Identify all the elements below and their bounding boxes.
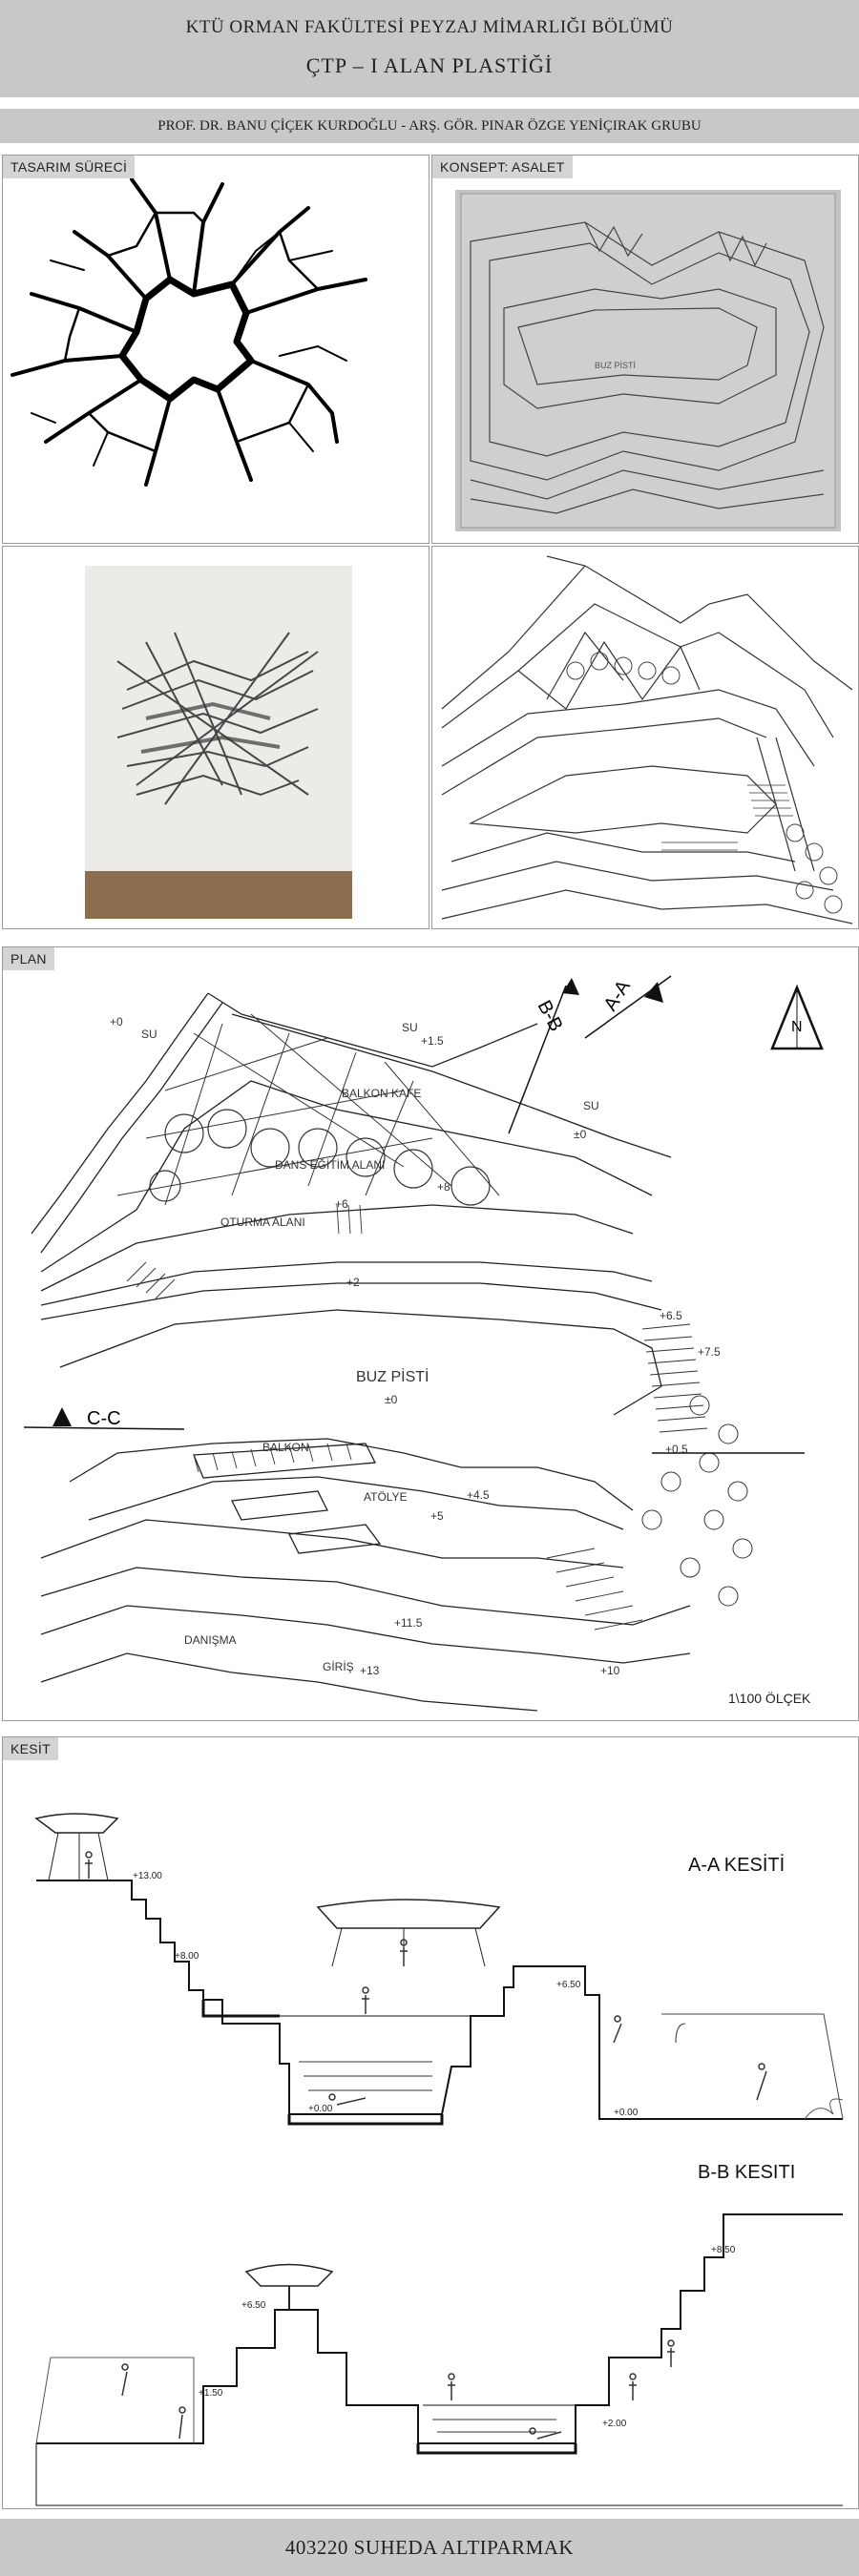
- instructors-bar: [0, 109, 859, 143]
- plan-panel: [2, 946, 859, 1721]
- cracked-glass-drawing: [3, 156, 429, 543]
- aa-level-0b: +0.00: [614, 2108, 639, 2118]
- section-marker-aa-icon: [644, 982, 663, 1003]
- bb-level-85: +8.50: [711, 2245, 736, 2255]
- site-plan: [3, 947, 858, 1720]
- aa-title: A-A KESİTİ: [688, 1855, 786, 1876]
- plan-oturma: OTURMA ALANI: [220, 1215, 305, 1229]
- plan-level-75: +7.5: [698, 1345, 721, 1359]
- concept-line-plan: [432, 547, 858, 928]
- concept-panel: [431, 155, 859, 544]
- plan-level-65: +6.5: [660, 1309, 682, 1322]
- plan-level-15: +1.5: [421, 1034, 444, 1048]
- plan-atolye: ATÖLYE: [364, 1490, 408, 1504]
- plan-su-1: SU: [141, 1028, 157, 1041]
- plan-level-10: +10: [600, 1664, 620, 1677]
- concept-label: KONSEPT: ASALET: [432, 156, 573, 178]
- design-process-label: TASARIM SÜRECİ: [3, 156, 135, 178]
- plan-su-3: SU: [583, 1099, 599, 1112]
- title-block: [0, 0, 859, 97]
- plan-level-2: +2: [346, 1276, 360, 1289]
- plan-balkon: BALKON: [262, 1441, 309, 1454]
- plan-level-05: +0.5: [665, 1443, 688, 1456]
- section-drawings: [3, 1737, 858, 2508]
- design-process-panel: [2, 155, 430, 544]
- sections-panel: [2, 1736, 859, 2509]
- tracing-sketch-panel: [2, 546, 430, 929]
- plan-level-45: +4.5: [467, 1488, 490, 1502]
- north-arrow-icon: [772, 987, 822, 1049]
- plan-scale: 1\100 ÖLÇEK: [728, 1691, 811, 1706]
- plan-level-8: +8: [437, 1180, 450, 1194]
- student-name: 403220 SUHEDA ALTIPARMAK: [284, 2536, 575, 2559]
- north-label: N: [791, 1019, 803, 1035]
- bb-level-65: +6.50: [241, 2300, 266, 2311]
- bb-level-2: +2.00: [602, 2419, 627, 2429]
- section-marker-cc-icon: [52, 1407, 72, 1426]
- aa-level-65: +6.50: [556, 1980, 581, 1990]
- instructors-text: PROF. DR. BANU ÇİÇEK KURDOĞLU - ARŞ. GÖR. PINAR ÖZGE YENİÇIRAK GRUBU: [157, 118, 702, 134]
- plan-balkon-kafe: BALKON KAFE: [342, 1087, 422, 1100]
- bb-level-15: +1.50: [199, 2388, 223, 2399]
- tracing-sketch: [3, 547, 429, 928]
- plan-su-2: SU: [402, 1021, 418, 1034]
- aa-section: [36, 1814, 843, 2124]
- plan-level-0a: +0: [110, 1015, 123, 1028]
- plan-dans: DANS EĞİTİM ALANI: [275, 1158, 386, 1172]
- plan-giris: GİRİŞ: [323, 1660, 354, 1673]
- concept-plan-panel: [431, 546, 859, 929]
- plan-level-6: +6: [335, 1197, 348, 1211]
- course-title: ÇTP – I ALAN PLASTİĞİ: [305, 53, 554, 77]
- concept-sketch: [432, 156, 858, 543]
- plan-buz: BUZ PİSTİ: [356, 1369, 430, 1385]
- plan-danisma: DANIŞMA: [184, 1633, 237, 1647]
- plan-level-13: +13: [360, 1664, 380, 1677]
- footer-bar: [0, 2519, 859, 2576]
- plan-level-5: +5: [430, 1509, 444, 1523]
- section-label: KESİT: [3, 1737, 58, 1760]
- aa-level-8: +8.00: [175, 1951, 199, 1962]
- faculty-title: KTÜ ORMAN FAKÜLTESİ PEYZAJ MİMARLIĞI BÖLÜMÜ: [185, 17, 674, 37]
- section-cc-label: C-C: [87, 1408, 121, 1429]
- plan-level-115: +11.5: [394, 1616, 423, 1630]
- plan-level-0c: ±0: [385, 1393, 398, 1406]
- bb-section: [36, 2162, 843, 2505]
- section-bb-label: B-B: [533, 997, 567, 1035]
- plan-label: PLAN: [3, 947, 54, 970]
- aa-level-0: +0.00: [308, 2104, 333, 2114]
- section-marker-bb-icon: [562, 978, 579, 995]
- section-aa-label: A-A: [599, 976, 635, 1015]
- plan-level-0b: ±0: [574, 1128, 587, 1141]
- bb-title: B-B KESITI: [698, 2162, 796, 2183]
- aa-level-13: +13.00: [133, 1871, 162, 1881]
- concept-ice-label: BUZ PİSTİ: [595, 361, 637, 370]
